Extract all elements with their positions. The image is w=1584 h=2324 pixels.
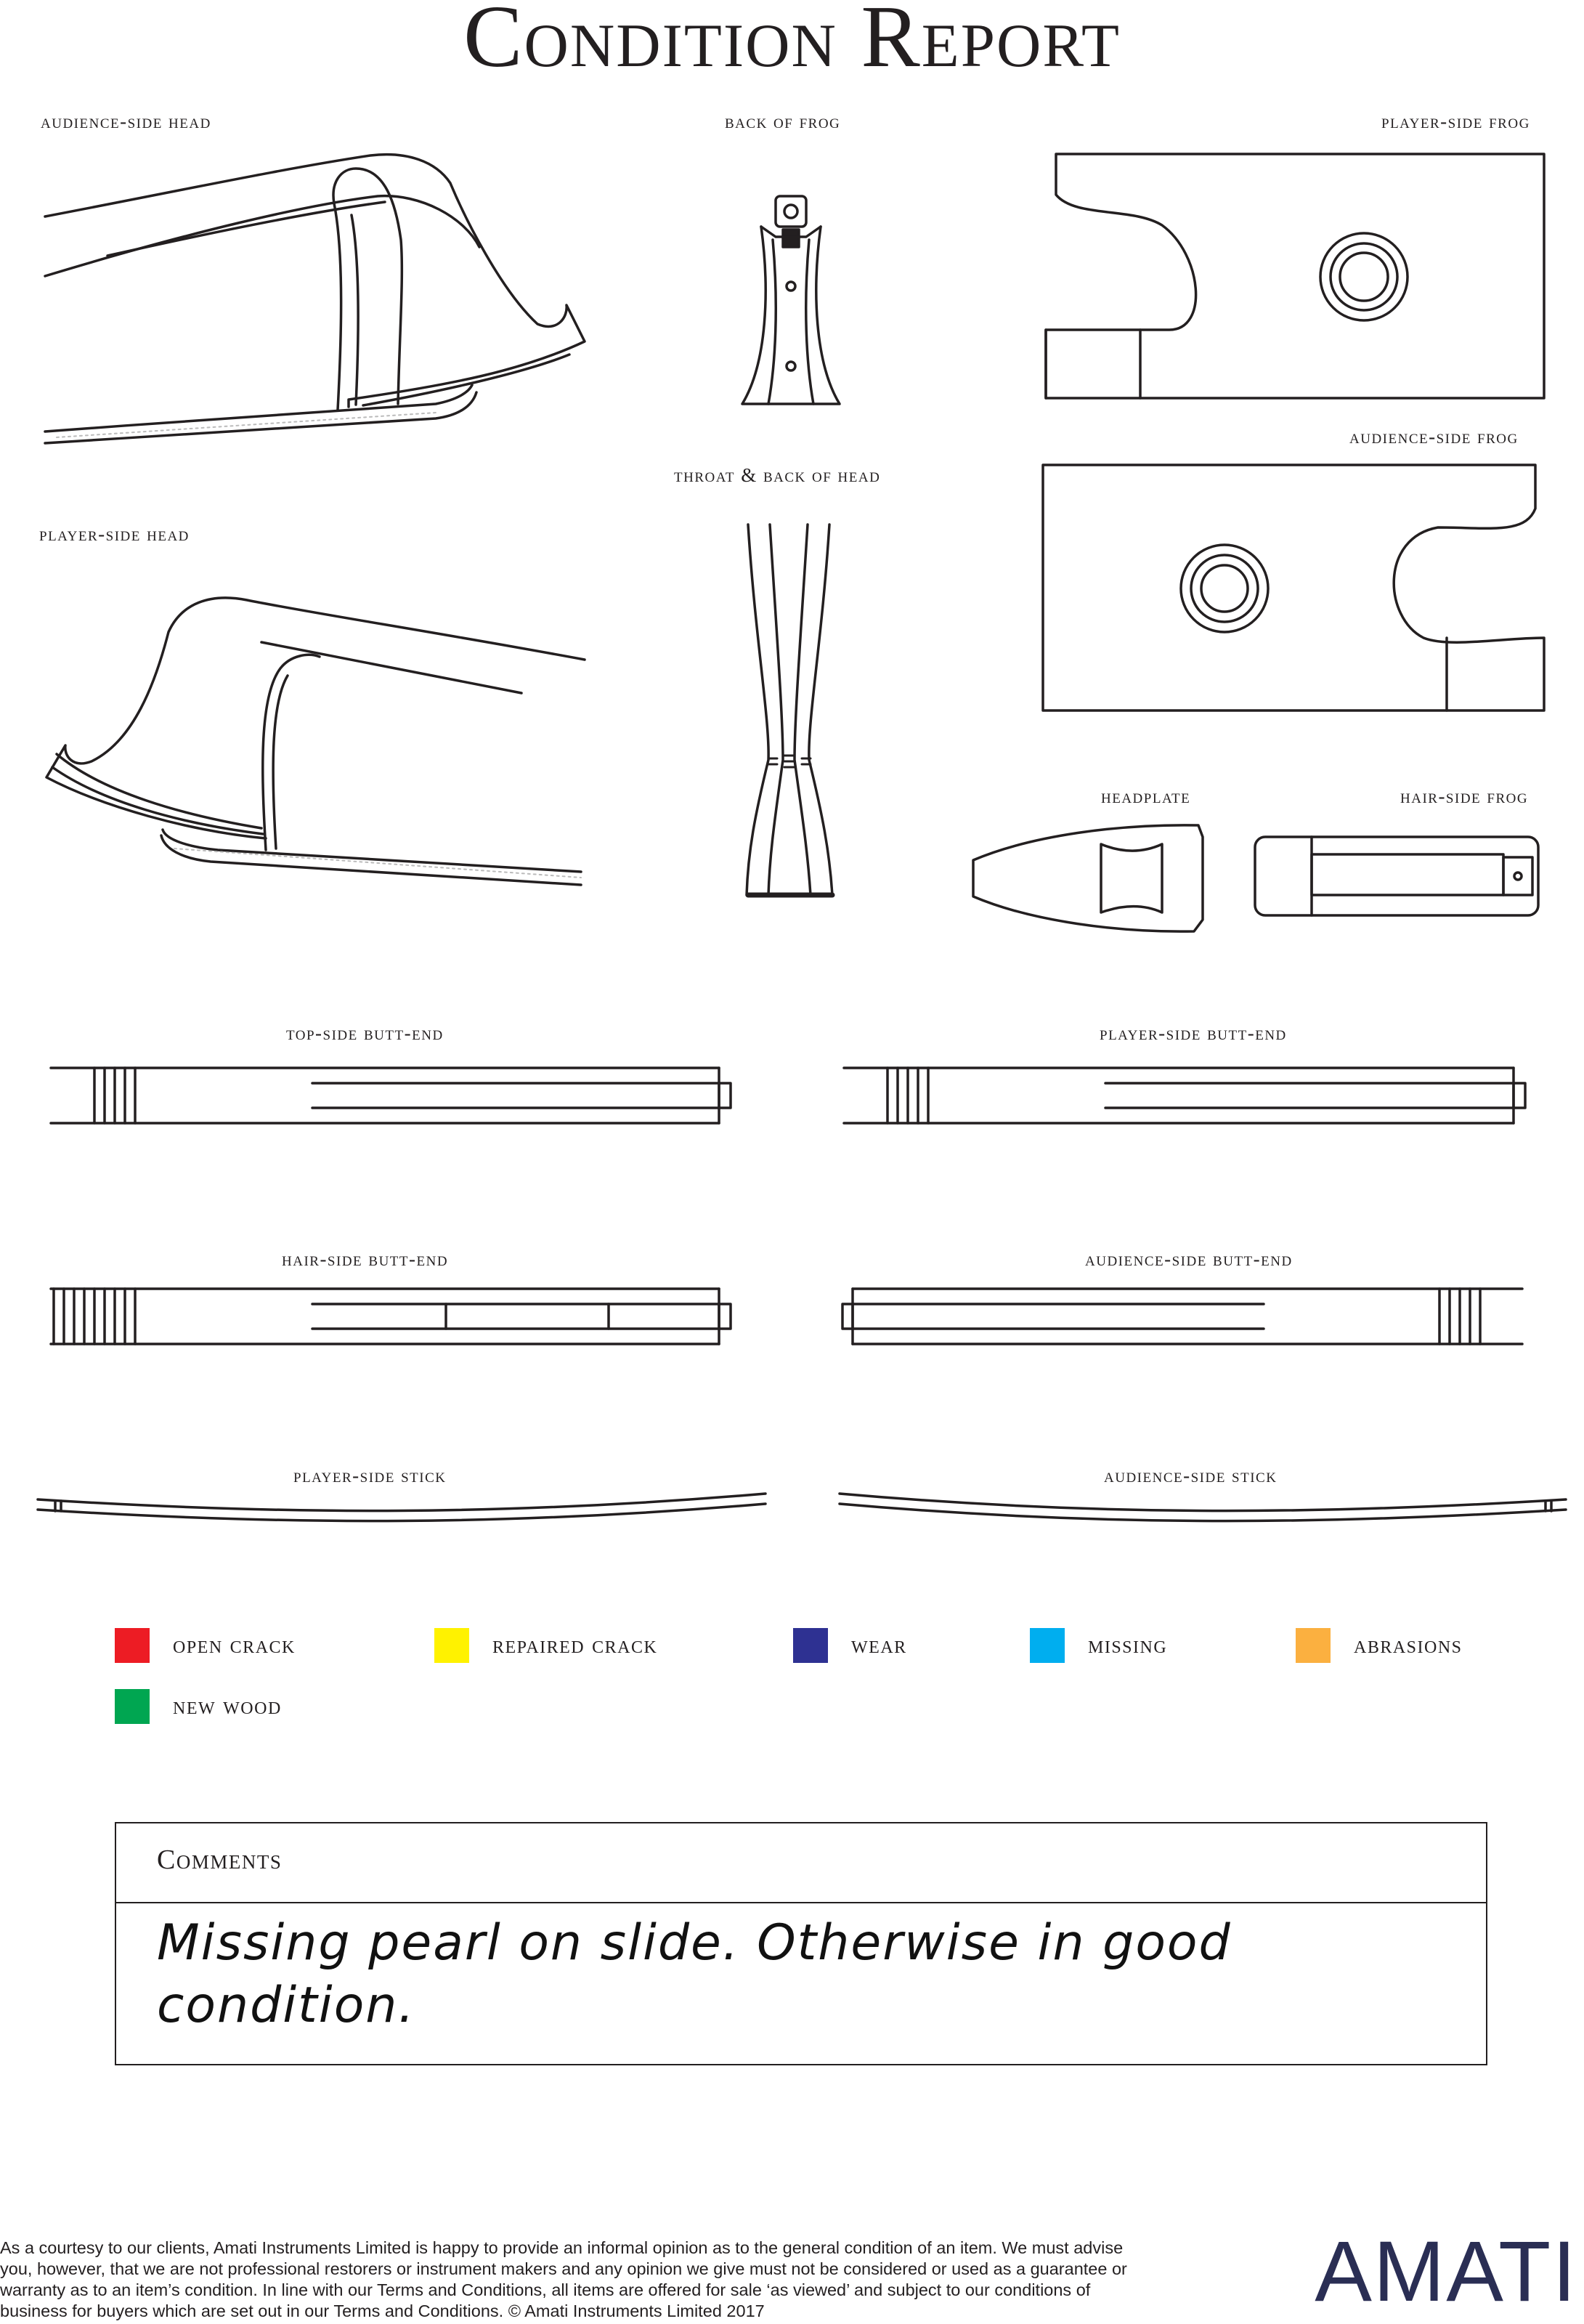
label-top-side-butt-end: top-side butt-end (286, 1022, 444, 1044)
label-back-of-frog: back of frog (725, 110, 841, 132)
amati-logo: AMATI (1315, 2224, 1577, 2320)
comments-box (115, 1822, 1487, 2065)
legend-label-wear: wear (851, 1632, 907, 1659)
label-audience-side-stick: audience-side stick (1104, 1465, 1278, 1486)
label-audience-side-butt-end: audience-side butt-end (1085, 1248, 1293, 1270)
comments-line-2: condition. (157, 1977, 416, 2034)
legend-label-repaired-crack: repaired crack (492, 1632, 658, 1659)
player-side-stick-drawing (38, 1494, 765, 1521)
legend-label-missing: missing (1088, 1632, 1168, 1659)
legend-abrasions (1296, 1627, 1463, 1664)
legend-swatch-missing (1030, 1628, 1065, 1663)
label-headplate: headplate (1101, 785, 1191, 807)
legend-repaired-crack (434, 1627, 657, 1664)
legend-swatch-repaired-crack (434, 1628, 469, 1663)
label-player-side-butt-end: player-side butt-end (1100, 1022, 1287, 1044)
label-player-side-frog: player-side frog (1381, 110, 1530, 132)
legend-wear (793, 1627, 907, 1664)
comments-text (157, 1912, 1450, 2037)
audience-side-head-drawing (45, 155, 585, 443)
legend-open-crack (115, 1627, 296, 1664)
label-player-side-head: player-side head (39, 523, 190, 545)
label-audience-side-head: audience-side head (41, 110, 211, 132)
throat-back-of-head-drawing (747, 525, 832, 895)
legend-swatch-open-crack (115, 1628, 150, 1663)
legend-swatch-abrasions (1296, 1628, 1331, 1663)
legend-missing (1030, 1627, 1167, 1664)
legend-label-new-wood: new wood (173, 1693, 282, 1720)
legend-label-abrasions: abrasions (1354, 1632, 1463, 1659)
headplate-drawing (973, 825, 1203, 931)
label-throat-back-of-head: throat & back of head (674, 464, 881, 486)
top-side-butt-end-drawing (51, 1068, 731, 1123)
legend-new-wood (115, 1688, 282, 1725)
label-player-side-stick: player-side stick (293, 1465, 447, 1486)
legend-label-open-crack: open crack (173, 1632, 296, 1659)
label-hair-side-frog: hair-side frog (1400, 785, 1529, 807)
player-side-frog-drawing (1046, 154, 1544, 398)
player-side-butt-end-drawing (844, 1068, 1525, 1123)
comments-title: Comments (157, 1845, 283, 1875)
hair-side-butt-end-drawing (51, 1289, 731, 1344)
label-audience-side-frog: audience-side frog (1349, 426, 1519, 448)
audience-side-butt-end-drawing (842, 1289, 1522, 1344)
comments-line-1: Missing pearl on slide. Otherwise in good (157, 1914, 1232, 1972)
label-hair-side-butt-end: hair-side butt-end (282, 1248, 449, 1270)
audience-side-stick-drawing (840, 1494, 1566, 1521)
hair-side-frog-drawing (1255, 837, 1538, 915)
disclaimer-text: As a courtesy to our clients, Amati Instruments Limited is happy to provide an informal opinion as to the general condition of an item. We must advise you, however, that we are not professional restorers or instrument makers and any opinion we give must not be considered or used as a guarantee or warranty as to an item’s condition. In line with our Terms and Conditions, all items are offered for sale ‘as viewed’ and subject to our conditions of business for buyers which are set out in our Terms and Conditions. © Amati Instruments Limited 2017 (0, 2238, 1127, 2320)
player-side-head-drawing (46, 598, 585, 885)
legend-swatch-new-wood (115, 1689, 150, 1724)
legend-swatch-wear (793, 1628, 828, 1663)
audience-side-frog-drawing (1043, 465, 1544, 710)
comments-header (116, 1823, 1486, 1903)
page-title: Condition Report (463, 0, 1121, 86)
back-of-frog-drawing (742, 196, 840, 404)
